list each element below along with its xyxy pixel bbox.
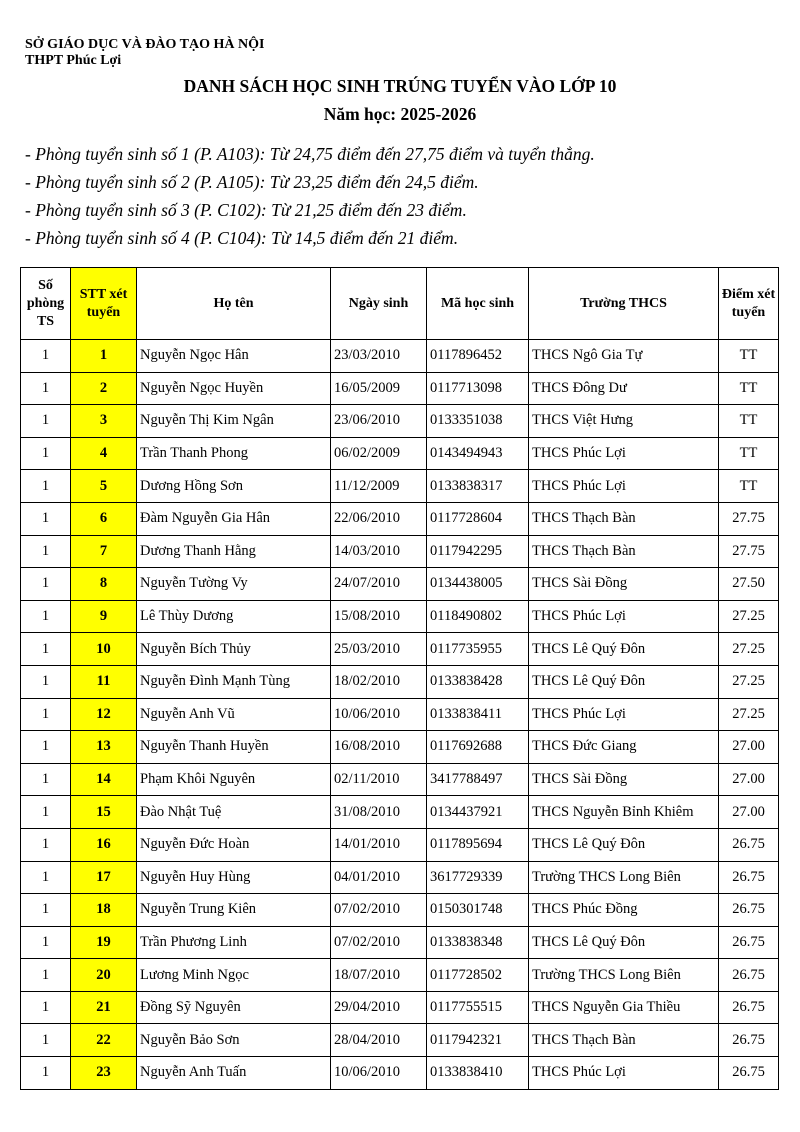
cell-score: 26.75	[719, 1024, 779, 1057]
cell-stt: 15	[71, 796, 137, 829]
table-row	[21, 828, 779, 861]
cell-room: 1	[21, 600, 71, 633]
cell-student-id: 0117735955	[427, 633, 529, 666]
room-note: - Phòng tuyển sinh số 2 (P. A105): Từ 23,25 điểm đến 24,5 điểm.	[25, 172, 479, 192]
cell-room: 1	[21, 926, 71, 959]
cell-room: 1	[21, 861, 71, 894]
cell-room: 1	[21, 568, 71, 601]
cell-score: TT	[719, 405, 779, 438]
table-row	[21, 665, 779, 698]
cell-dob: 10/06/2010	[331, 1057, 427, 1090]
document-header	[25, 37, 264, 69]
cell-name: Dương Thanh Hằng	[137, 535, 331, 568]
table-row	[21, 926, 779, 959]
table-body	[21, 340, 779, 1090]
cell-stt: 22	[71, 1024, 137, 1057]
header-student-id: Mã học sinh	[427, 268, 529, 340]
cell-name: Đào Nhật Tuệ	[137, 796, 331, 829]
cell-score: 26.75	[719, 828, 779, 861]
table-row	[21, 861, 779, 894]
cell-dob: 07/02/2010	[331, 926, 427, 959]
table-row	[21, 894, 779, 927]
cell-room: 1	[21, 405, 71, 438]
cell-room: 1	[21, 894, 71, 927]
cell-stt: 18	[71, 894, 137, 927]
cell-name: Nguyễn Ngọc Hân	[137, 340, 331, 373]
cell-dob: 23/03/2010	[331, 340, 427, 373]
cell-dob: 23/06/2010	[331, 405, 427, 438]
cell-stt: 14	[71, 763, 137, 796]
cell-room: 1	[21, 991, 71, 1024]
cell-score: 26.75	[719, 1057, 779, 1090]
cell-stt: 23	[71, 1057, 137, 1090]
cell-student-id: 0133838317	[427, 470, 529, 503]
cell-score: 27.75	[719, 502, 779, 535]
cell-dob: 10/06/2010	[331, 698, 427, 731]
cell-stt: 2	[71, 372, 137, 405]
cell-stt: 6	[71, 502, 137, 535]
cell-stt: 9	[71, 600, 137, 633]
cell-stt: 16	[71, 828, 137, 861]
cell-name: Đàm Nguyễn Gia Hân	[137, 502, 331, 535]
cell-dob: 31/08/2010	[331, 796, 427, 829]
cell-room: 1	[21, 796, 71, 829]
table-row	[21, 470, 779, 503]
cell-school: THCS Phúc Lợi	[529, 1057, 719, 1090]
cell-school: THCS Thạch Bàn	[529, 502, 719, 535]
cell-dob: 18/02/2010	[331, 665, 427, 698]
table-row	[21, 731, 779, 764]
cell-school: THCS Nguyễn Gia Thiều	[529, 991, 719, 1024]
cell-stt: 19	[71, 926, 137, 959]
table-row	[21, 991, 779, 1024]
cell-student-id: 0117713098	[427, 372, 529, 405]
cell-room: 1	[21, 372, 71, 405]
cell-student-id: 0133838348	[427, 926, 529, 959]
cell-score: 27.75	[719, 535, 779, 568]
cell-school: THCS Lê Quý Đôn	[529, 633, 719, 666]
cell-school: THCS Ngô Gia Tự	[529, 340, 719, 373]
room-note: - Phòng tuyển sinh số 3 (P. C102): Từ 21,25 điểm đến 23 điểm.	[25, 200, 467, 220]
cell-school: Trường THCS Long Biên	[529, 959, 719, 992]
cell-dob: 18/07/2010	[331, 959, 427, 992]
cell-score: 27.25	[719, 600, 779, 633]
table-row	[21, 796, 779, 829]
cell-dob: 06/02/2009	[331, 437, 427, 470]
cell-score: 27.25	[719, 633, 779, 666]
cell-name: Nguyễn Huy Hùng	[137, 861, 331, 894]
cell-name: Nguyễn Bảo Sơn	[137, 1024, 331, 1057]
cell-score: 27.00	[719, 796, 779, 829]
cell-student-id: 0133838428	[427, 665, 529, 698]
cell-school: THCS Sài Đồng	[529, 568, 719, 601]
header-dob: Ngày sinh	[331, 268, 427, 340]
cell-name: Phạm Khôi Nguyên	[137, 763, 331, 796]
cell-score: TT	[719, 437, 779, 470]
header-name: Họ tên	[137, 268, 331, 340]
document-title: DANH SÁCH HỌC SINH TRÚNG TUYỂN VÀO LỚP 10	[183, 76, 617, 96]
cell-room: 1	[21, 502, 71, 535]
cell-dob: 22/06/2010	[331, 502, 427, 535]
cell-school: THCS Lê Quý Đôn	[529, 926, 719, 959]
cell-student-id: 0117692688	[427, 731, 529, 764]
table-row	[21, 502, 779, 535]
cell-stt: 20	[71, 959, 137, 992]
cell-stt: 7	[71, 535, 137, 568]
cell-room: 1	[21, 340, 71, 373]
table-row	[21, 437, 779, 470]
cell-school: THCS Nguyễn Bỉnh Khiêm	[529, 796, 719, 829]
table-row	[21, 600, 779, 633]
cell-school: THCS Phúc Lợi	[529, 600, 719, 633]
cell-stt: 3	[71, 405, 137, 438]
cell-name: Nguyễn Đức Hoàn	[137, 828, 331, 861]
cell-dob: 02/11/2010	[331, 763, 427, 796]
cell-stt: 1	[71, 340, 137, 373]
header-school: Trường THCS	[529, 268, 719, 340]
header-score: Điểm xét tuyển	[719, 268, 779, 340]
cell-score: 26.75	[719, 894, 779, 927]
cell-student-id: 0117896452	[427, 340, 529, 373]
room-note: - Phòng tuyển sinh số 4 (P. C104): Từ 14,5 điểm đến 21 điểm.	[25, 228, 459, 248]
cell-score: 27.25	[719, 698, 779, 731]
cell-room: 1	[21, 665, 71, 698]
table-row	[21, 763, 779, 796]
room-notes	[25, 143, 595, 255]
cell-dob: 16/05/2009	[331, 372, 427, 405]
cell-name: Nguyễn Trung Kiên	[137, 894, 331, 927]
table-row	[21, 405, 779, 438]
cell-name: Nguyễn Tường Vy	[137, 568, 331, 601]
cell-school: THCS Lê Quý Đôn	[529, 665, 719, 698]
school-year: Năm học: 2025-2026	[323, 104, 477, 124]
cell-stt: 17	[71, 861, 137, 894]
cell-stt: 12	[71, 698, 137, 731]
header-stt: STT xét tuyển	[71, 268, 137, 340]
cell-dob: 28/04/2010	[331, 1024, 427, 1057]
cell-dob: 24/07/2010	[331, 568, 427, 601]
cell-dob: 16/08/2010	[331, 731, 427, 764]
cell-score: 27.00	[719, 763, 779, 796]
cell-name: Nguyễn Thanh Huyền	[137, 731, 331, 764]
header-room: Số phòng TS	[21, 268, 71, 340]
cell-school: THCS Đông Dư	[529, 372, 719, 405]
cell-student-id: 0117755515	[427, 991, 529, 1024]
cell-room: 1	[21, 731, 71, 764]
cell-score: 26.75	[719, 959, 779, 992]
cell-student-id: 0134437921	[427, 796, 529, 829]
cell-dob: 15/08/2010	[331, 600, 427, 633]
cell-school: THCS Sài Đồng	[529, 763, 719, 796]
cell-school: THCS Việt Hưng	[529, 405, 719, 438]
cell-school: Trường THCS Long Biên	[529, 861, 719, 894]
cell-score: TT	[719, 470, 779, 503]
cell-name: Lê Thùy Dương	[137, 600, 331, 633]
cell-stt: 21	[71, 991, 137, 1024]
cell-score: 26.75	[719, 861, 779, 894]
cell-stt: 4	[71, 437, 137, 470]
cell-student-id: 0117895694	[427, 828, 529, 861]
cell-name: Dương Hồng Sơn	[137, 470, 331, 503]
cell-room: 1	[21, 763, 71, 796]
room-note: - Phòng tuyển sinh số 1 (P. A103): Từ 24,75 điểm đến 27,75 điểm và tuyển thẳng.	[25, 144, 595, 164]
cell-room: 1	[21, 535, 71, 568]
cell-score: 27.00	[719, 731, 779, 764]
cell-stt: 5	[71, 470, 137, 503]
cell-student-id: 0133838410	[427, 1057, 529, 1090]
cell-school: THCS Phúc Lợi	[529, 437, 719, 470]
cell-stt: 13	[71, 731, 137, 764]
table-row	[21, 633, 779, 666]
cell-room: 1	[21, 959, 71, 992]
cell-room: 1	[21, 698, 71, 731]
cell-stt: 10	[71, 633, 137, 666]
cell-room: 1	[21, 437, 71, 470]
cell-room: 1	[21, 828, 71, 861]
cell-score: 27.50	[719, 568, 779, 601]
cell-student-id: 0117942321	[427, 1024, 529, 1057]
table-row	[21, 1057, 779, 1090]
cell-name: Nguyễn Ngọc Huyền	[137, 372, 331, 405]
cell-school: THCS Lê Quý Đôn	[529, 828, 719, 861]
cell-score: 26.75	[719, 991, 779, 1024]
table-row	[21, 698, 779, 731]
cell-school: THCS Thạch Bàn	[529, 1024, 719, 1057]
admission-table	[20, 267, 779, 1090]
cell-dob: 29/04/2010	[331, 991, 427, 1024]
cell-student-id: 3617729339	[427, 861, 529, 894]
table-row	[21, 340, 779, 373]
cell-name: Nguyễn Đình Mạnh Tùng	[137, 665, 331, 698]
table-row	[21, 959, 779, 992]
cell-student-id: 0118490802	[427, 600, 529, 633]
cell-dob: 07/02/2010	[331, 894, 427, 927]
department-name: SỞ GIÁO DỤC VÀ ĐÀO TẠO HÀ NỘI	[25, 37, 265, 52]
cell-dob: 14/03/2010	[331, 535, 427, 568]
cell-score: 26.75	[719, 926, 779, 959]
cell-school: THCS Thạch Bàn	[529, 535, 719, 568]
cell-student-id: 0117942295	[427, 535, 529, 568]
cell-school: THCS Phúc Lợi	[529, 698, 719, 731]
cell-student-id: 0117728604	[427, 502, 529, 535]
cell-stt: 8	[71, 568, 137, 601]
cell-school: THCS Đức Giang	[529, 731, 719, 764]
cell-room: 1	[21, 1057, 71, 1090]
cell-name: Nguyễn Anh Vũ	[137, 698, 331, 731]
cell-dob: 11/12/2009	[331, 470, 427, 503]
cell-name: Lương Minh Ngọc	[137, 959, 331, 992]
cell-dob: 25/03/2010	[331, 633, 427, 666]
cell-student-id: 0143494943	[427, 437, 529, 470]
cell-student-id: 0117728502	[427, 959, 529, 992]
cell-name: Nguyễn Bích Thủy	[137, 633, 331, 666]
table-row	[21, 1024, 779, 1057]
cell-school: THCS Phúc Lợi	[529, 470, 719, 503]
cell-dob: 14/01/2010	[331, 828, 427, 861]
cell-room: 1	[21, 470, 71, 503]
table-row	[21, 535, 779, 568]
cell-score: 27.25	[719, 665, 779, 698]
cell-student-id: 0133838411	[427, 698, 529, 731]
cell-stt: 11	[71, 665, 137, 698]
cell-student-id: 3417788497	[427, 763, 529, 796]
cell-dob: 04/01/2010	[331, 861, 427, 894]
table-row	[21, 372, 779, 405]
school-name: THPT Phúc Lợi	[25, 53, 122, 68]
cell-room: 1	[21, 1024, 71, 1057]
cell-score: TT	[719, 340, 779, 373]
cell-score: TT	[719, 372, 779, 405]
cell-student-id: 0134438005	[427, 568, 529, 601]
table-row	[21, 568, 779, 601]
cell-name: Đồng Sỹ Nguyên	[137, 991, 331, 1024]
cell-student-id: 0150301748	[427, 894, 529, 927]
cell-name: Nguyễn Thị Kim Ngân	[137, 405, 331, 438]
cell-name: Trần Thanh Phong	[137, 437, 331, 470]
cell-student-id: 0133351038	[427, 405, 529, 438]
cell-room: 1	[21, 633, 71, 666]
cell-name: Trần Phương Linh	[137, 926, 331, 959]
cell-name: Nguyễn Anh Tuấn	[137, 1057, 331, 1090]
table-header-row	[21, 268, 779, 340]
cell-school: THCS Phúc Đồng	[529, 894, 719, 927]
